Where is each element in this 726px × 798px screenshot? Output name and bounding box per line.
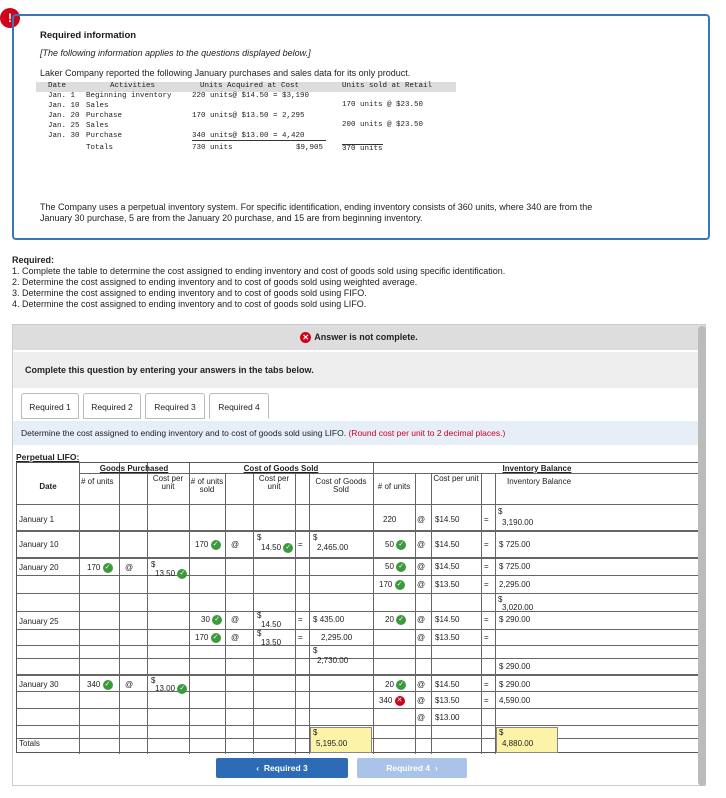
cogs-cost-jan10: 14.50 ✓ xyxy=(261,543,293,553)
col-ib-total: Inventory Balance xyxy=(507,477,572,486)
tab-required-1[interactable]: Required 1 xyxy=(21,393,79,419)
cell-date: Jan. 10 xyxy=(48,102,80,110)
chevron-left-icon: ‹ xyxy=(256,763,260,773)
required-item: 2. Determine the cost assigned to ending inventory and to cost of goods sold using weighted average. xyxy=(12,277,418,287)
tab-required-3[interactable]: Required 3 xyxy=(145,393,205,419)
ib-total-jan10: $ 725.00 xyxy=(499,540,531,549)
ib-cost-jan10: $14.50 xyxy=(435,540,460,549)
eq-sign: = xyxy=(298,633,303,642)
eq-sign: = xyxy=(484,540,489,549)
check-icon: ✓ xyxy=(396,562,406,572)
cell-activity: Beginning inventory xyxy=(86,92,172,100)
ib-cost-jan20-1: $14.50 xyxy=(435,562,460,571)
gp-units-jan20: 170 ✓ xyxy=(87,563,113,573)
cell-sold: 170 units @ $23.50 xyxy=(342,101,424,109)
cell-acquired: 220 units@ $14.50 = $3,190 xyxy=(192,92,310,100)
check-icon: ✓ xyxy=(396,540,406,550)
answer-panel xyxy=(12,324,706,786)
info-outro: The Company uses a perpetual inventory system. For specific identification, ending inventory consists of 360 units, where 340 are from the January 30 purchase, 5 are from the January 20 purchase, and 15 are from beginning inventory. xyxy=(40,202,593,223)
col-cogs-units: # of units sold xyxy=(190,477,224,494)
ib-cost-jan20-2: $13.50 xyxy=(435,580,460,589)
ib-cost-jan25-2: $13.50 xyxy=(435,633,460,642)
col-cogs-total: Cost of Goods Sold xyxy=(315,477,367,494)
at-sign: @ xyxy=(231,540,240,549)
check-icon: ✓ xyxy=(103,563,113,573)
check-icon: ✓ xyxy=(177,684,187,694)
check-icon: ✓ xyxy=(212,615,222,625)
col-ib-units: # of units xyxy=(377,482,411,491)
dollar-sign: $ xyxy=(498,595,503,604)
ib-total-jan30-1: $ 290.00 xyxy=(499,680,531,689)
info-subtitle: [The following information applies to the questions displayed below.] xyxy=(40,48,311,58)
at-sign: @ xyxy=(417,696,426,705)
ib-subtotal-jan20: 3,020.00 xyxy=(502,603,534,612)
instruction-text: Determine the cost assigned to ending inventory and to cost of goods sold using LIFO. xyxy=(21,428,347,438)
gp-units-jan30: 340 ✓ xyxy=(87,680,113,690)
required-item: 1. Complete the table to determine the cost assigned to ending inventory and cost of goods sold using specific identification. xyxy=(12,266,506,276)
dollar-sign: $ xyxy=(257,629,262,638)
ib-cost-jan30-1: $14.50 xyxy=(435,680,460,689)
section-cost-of-goods-sold: Cost of Goods Sold xyxy=(243,464,319,473)
check-icon: ✓ xyxy=(395,580,405,590)
table-row xyxy=(36,102,456,112)
cogs-units-jan25-2: 170 ✓ xyxy=(195,633,221,643)
cell-activity: Purchase xyxy=(86,112,123,120)
cogs-units-jan10: 170 ✓ xyxy=(195,540,221,550)
eq-sign: = xyxy=(298,540,303,549)
cogs-units-jan25-1: 30 ✓ xyxy=(201,615,222,625)
cell-date: Jan. 25 xyxy=(48,122,80,130)
header-units-acquired: Units Acquired at Cost xyxy=(200,82,300,90)
at-sign: @ xyxy=(417,713,426,722)
chevron-right-icon: › xyxy=(434,763,438,773)
status-banner xyxy=(13,325,705,350)
eq-sign: = xyxy=(484,515,489,524)
required-list xyxy=(12,255,505,310)
cell-acquired: 340 units@ $13.00 = 4,420 xyxy=(192,132,326,141)
ib-cost-jan30-3: $13.00 xyxy=(435,713,460,722)
at-sign: @ xyxy=(417,580,426,589)
cell-activity: Sales xyxy=(86,102,109,110)
ib-units-jan20-2: 170 ✓ xyxy=(379,580,405,590)
info-intro: Laker Company reported the following January purchases and sales data for its only product. xyxy=(40,68,411,78)
col-gp-cost: Cost per unit xyxy=(152,474,184,491)
table-row xyxy=(36,122,456,132)
ib-total-jan1: 3,190.00 xyxy=(502,518,534,527)
scrollbar[interactable] xyxy=(698,326,706,786)
ib-units-jan30-1: 20 ✓ xyxy=(385,680,406,690)
col-gp-units: # of units xyxy=(81,477,114,486)
eq-sign: = xyxy=(484,580,489,589)
section-inventory-balance: Inventory Balance xyxy=(502,464,572,473)
instruction-note: (Round cost per unit to 2 decimal places.) xyxy=(348,428,506,438)
eq-sign: = xyxy=(484,696,489,705)
dollar-sign: $ xyxy=(498,507,503,516)
dollar-sign: $ xyxy=(499,728,504,737)
cogs-total-jan10: 2,465.00 xyxy=(317,543,349,552)
tab-required-2[interactable]: Required 2 xyxy=(83,393,141,419)
ib-units-jan20-1: 50 ✓ xyxy=(385,562,406,572)
prev-label: Required 3 xyxy=(263,763,308,773)
check-icon: ✓ xyxy=(211,540,221,550)
cell-acquired: 170 units@ $13.50 = 2,295 xyxy=(192,112,305,120)
question-instruction xyxy=(13,421,705,445)
info-title: Required information xyxy=(40,30,137,41)
ib-total-jan20-1: $ 725.00 xyxy=(499,562,531,571)
ib-cost-jan30-2: $13.50 xyxy=(435,696,460,705)
alert-icon: ! xyxy=(0,8,20,28)
dollar-sign: $ xyxy=(257,533,262,542)
col-date: Date xyxy=(39,482,57,491)
row-date-jan1: January 1 xyxy=(19,515,55,524)
cell-sold: 200 units @ $23.50 xyxy=(342,121,424,129)
dollar-sign: $ xyxy=(313,533,318,542)
row-date-jan10: January 10 xyxy=(19,540,59,549)
at-sign: @ xyxy=(125,680,134,689)
dollar-sign: $ xyxy=(151,560,156,569)
cell-date: Jan. 20 xyxy=(48,112,80,120)
totals-cost: $9,905 xyxy=(296,144,324,152)
totals-sold: 370 units xyxy=(342,145,383,153)
ib-total-value: 4,880.00 xyxy=(502,739,534,748)
dollar-sign: $ xyxy=(313,728,318,737)
cell-date: Jan. 30 xyxy=(48,132,80,140)
ib-total-jan25-1: $ 290.00 xyxy=(499,615,531,624)
cell-activity: Sales xyxy=(86,122,109,130)
required-item: 3. Determine the cost assigned to ending inventory and to cost of goods sold using FIFO. xyxy=(12,288,367,298)
dollar-sign: $ xyxy=(257,611,262,620)
purchases-sales-table xyxy=(36,82,456,154)
at-sign: @ xyxy=(125,563,134,572)
x-mark-icon: ✕ xyxy=(395,696,405,706)
ib-total-field[interactable] xyxy=(496,727,558,753)
row-date-jan25: January 25 xyxy=(19,617,59,626)
x-circle-icon: ✕ xyxy=(300,332,311,343)
ib-cost-jan25-1: $14.50 xyxy=(435,615,460,624)
ib-units-jan1: 220 xyxy=(383,515,397,524)
row-date-jan20: January 20 xyxy=(19,563,59,572)
eq-sign: = xyxy=(484,615,489,624)
cell-date: Jan. 1 xyxy=(48,92,76,100)
table-label: Perpetual LIFO: xyxy=(16,452,80,462)
check-icon: ✓ xyxy=(396,615,406,625)
row-date-totals: Totals xyxy=(19,739,40,748)
instructions-bar: Complete this question by entering your answers in the tabs below. xyxy=(13,352,705,388)
at-sign: @ xyxy=(231,615,240,624)
header-units-sold: Units sold at Retail xyxy=(342,82,433,90)
table-totals-row xyxy=(36,144,456,154)
required-item: 4. Determine the cost assigned to ending inventory and to cost of goods sold using LIFO. xyxy=(12,299,367,309)
table-row xyxy=(36,132,456,142)
ib-cost-jan1: $14.50 xyxy=(435,515,460,524)
at-sign: @ xyxy=(417,515,426,524)
check-icon: ✓ xyxy=(396,680,406,690)
eq-sign: = xyxy=(298,615,303,624)
eq-sign: = xyxy=(484,633,489,642)
header-date: Date xyxy=(48,82,67,90)
ib-total-jan30-2: 4,590.00 xyxy=(499,696,531,705)
next-button[interactable] xyxy=(357,758,467,778)
at-sign: @ xyxy=(417,633,426,642)
next-label: Required 4 xyxy=(386,763,431,773)
cell-activity: Purchase xyxy=(86,132,123,140)
row-date-jan30: January 30 xyxy=(19,680,59,689)
col-ib-cost: Cost per unit xyxy=(433,474,479,483)
at-sign: @ xyxy=(417,562,426,571)
banner-text: Answer is not complete. xyxy=(314,332,418,342)
check-icon: ✓ xyxy=(283,543,293,553)
ib-units-jan10: 50 ✓ xyxy=(385,540,406,550)
ib-units-jan30-2: 340 ✕ xyxy=(379,696,405,706)
dollar-sign: $ xyxy=(313,646,318,655)
ib-total-jan20-2: 2,295.00 xyxy=(499,580,531,589)
ib-subtotal-jan25: $ 290.00 xyxy=(499,662,531,671)
cogs-cost-jan25-2: 13.50 xyxy=(261,638,282,647)
table-header xyxy=(36,82,456,92)
totals-units: 730 units xyxy=(192,144,233,152)
eq-sign: = xyxy=(484,562,489,571)
check-icon: ✓ xyxy=(211,633,221,643)
cogs-subtotal-jan25: 2,730.00 xyxy=(317,656,349,665)
gp-cost-jan30: 13.00 ✓ xyxy=(155,684,187,694)
ib-units-jan25-1: 20 ✓ xyxy=(385,615,406,625)
cogs-total-jan25-1: $ 435.00 xyxy=(313,615,345,624)
required-heading: Required: xyxy=(12,255,55,265)
dollar-sign: $ xyxy=(151,676,156,685)
section-goods-purchased: Goods Purchased xyxy=(99,464,169,473)
at-sign: @ xyxy=(417,615,426,624)
header-activities: Activities xyxy=(110,82,156,90)
cogs-total-value: 5,195.00 xyxy=(316,739,348,748)
lifo-table xyxy=(16,462,700,753)
check-icon: ✓ xyxy=(177,569,187,579)
at-sign: @ xyxy=(417,680,426,689)
at-sign: @ xyxy=(231,633,240,642)
cogs-total-field[interactable] xyxy=(310,727,372,753)
totals-label: Totals xyxy=(86,144,114,152)
gp-cost-jan20: 13.50 ✓ xyxy=(155,569,187,579)
prev-button[interactable] xyxy=(216,758,348,778)
tab-required-4[interactable]: Required 4 xyxy=(209,393,269,419)
check-icon: ✓ xyxy=(103,680,113,690)
cogs-total-jan25-2: 2,295.00 xyxy=(321,633,353,642)
cogs-cost-jan25-1: 14.50 xyxy=(261,620,282,629)
eq-sign: = xyxy=(484,680,489,689)
at-sign: @ xyxy=(417,540,426,549)
col-cogs-cost: Cost per unit xyxy=(258,474,290,491)
